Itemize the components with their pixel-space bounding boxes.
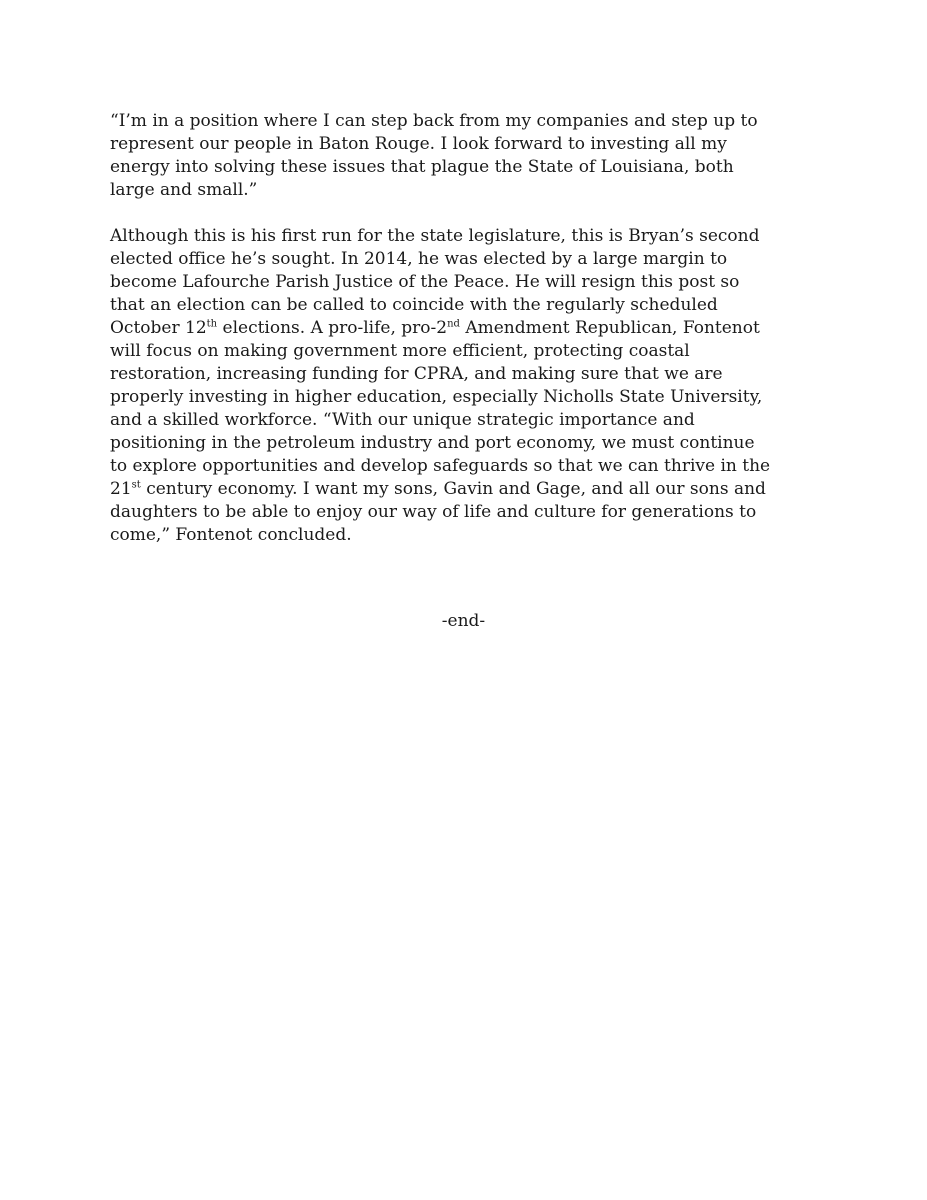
text-line: and a skilled workforce. “With our unique strategic importance and bbox=[110, 410, 695, 430]
text-line bbox=[110, 478, 830, 501]
body-text bbox=[110, 110, 830, 570]
text-segment: October 12 bbox=[110, 318, 207, 338]
text-line: to explore opportunities and develop safeguards so that we can thrive in the bbox=[110, 456, 771, 476]
text-line bbox=[110, 317, 830, 340]
text-line: come,” Fontenot concluded. bbox=[110, 525, 352, 545]
text-line: large and small.” bbox=[110, 180, 258, 200]
superscript: th bbox=[206, 318, 218, 330]
paragraph-quote bbox=[110, 110, 830, 202]
text-line: restoration, increasing funding for CPRA, and making sure that we are bbox=[110, 364, 723, 384]
end-mark: -end- bbox=[441, 611, 486, 631]
text-line: elected office he’s sought. In 2014, he was elected by a large margin to bbox=[110, 249, 728, 269]
text-line: represent our people in Baton Rouge. I look forward to investing all my bbox=[110, 134, 727, 154]
text-segment: elections. A pro-life, pro-2 bbox=[217, 318, 448, 338]
text-line: “I’m in a position where I can step back from my companies and step up to bbox=[110, 111, 758, 131]
text-line: positioning in the petroleum industry and port economy, we must continue bbox=[110, 433, 755, 453]
superscript: nd bbox=[447, 318, 460, 330]
text-segment: 21 bbox=[110, 479, 132, 499]
text-line: daughters to be able to enjoy our way of life and culture for generations to bbox=[110, 502, 757, 522]
text-line: properly investing in higher education, especially Nicholls State University, bbox=[110, 387, 763, 407]
text-line: will focus on making government more efficient, protecting coastal bbox=[110, 341, 690, 361]
superscript: st bbox=[131, 479, 141, 491]
text-line: become Lafourche Parish Justice of the Peace. He will resign this post so bbox=[110, 272, 740, 292]
text-segment: century economy. I want my sons, Gavin and Gage, and all our sons and bbox=[140, 479, 766, 499]
text-line: Although this is his first run for the state legislature, this is Bryan’s second bbox=[110, 226, 760, 246]
text-line: energy into solving these issues that plague the State of Louisiana, both bbox=[110, 157, 734, 177]
text-segment: Amendment Republican, Fontenot bbox=[459, 318, 760, 338]
text-line: that an election can be called to coincide with the regularly scheduled bbox=[110, 295, 718, 315]
paragraph-background bbox=[110, 225, 830, 547]
